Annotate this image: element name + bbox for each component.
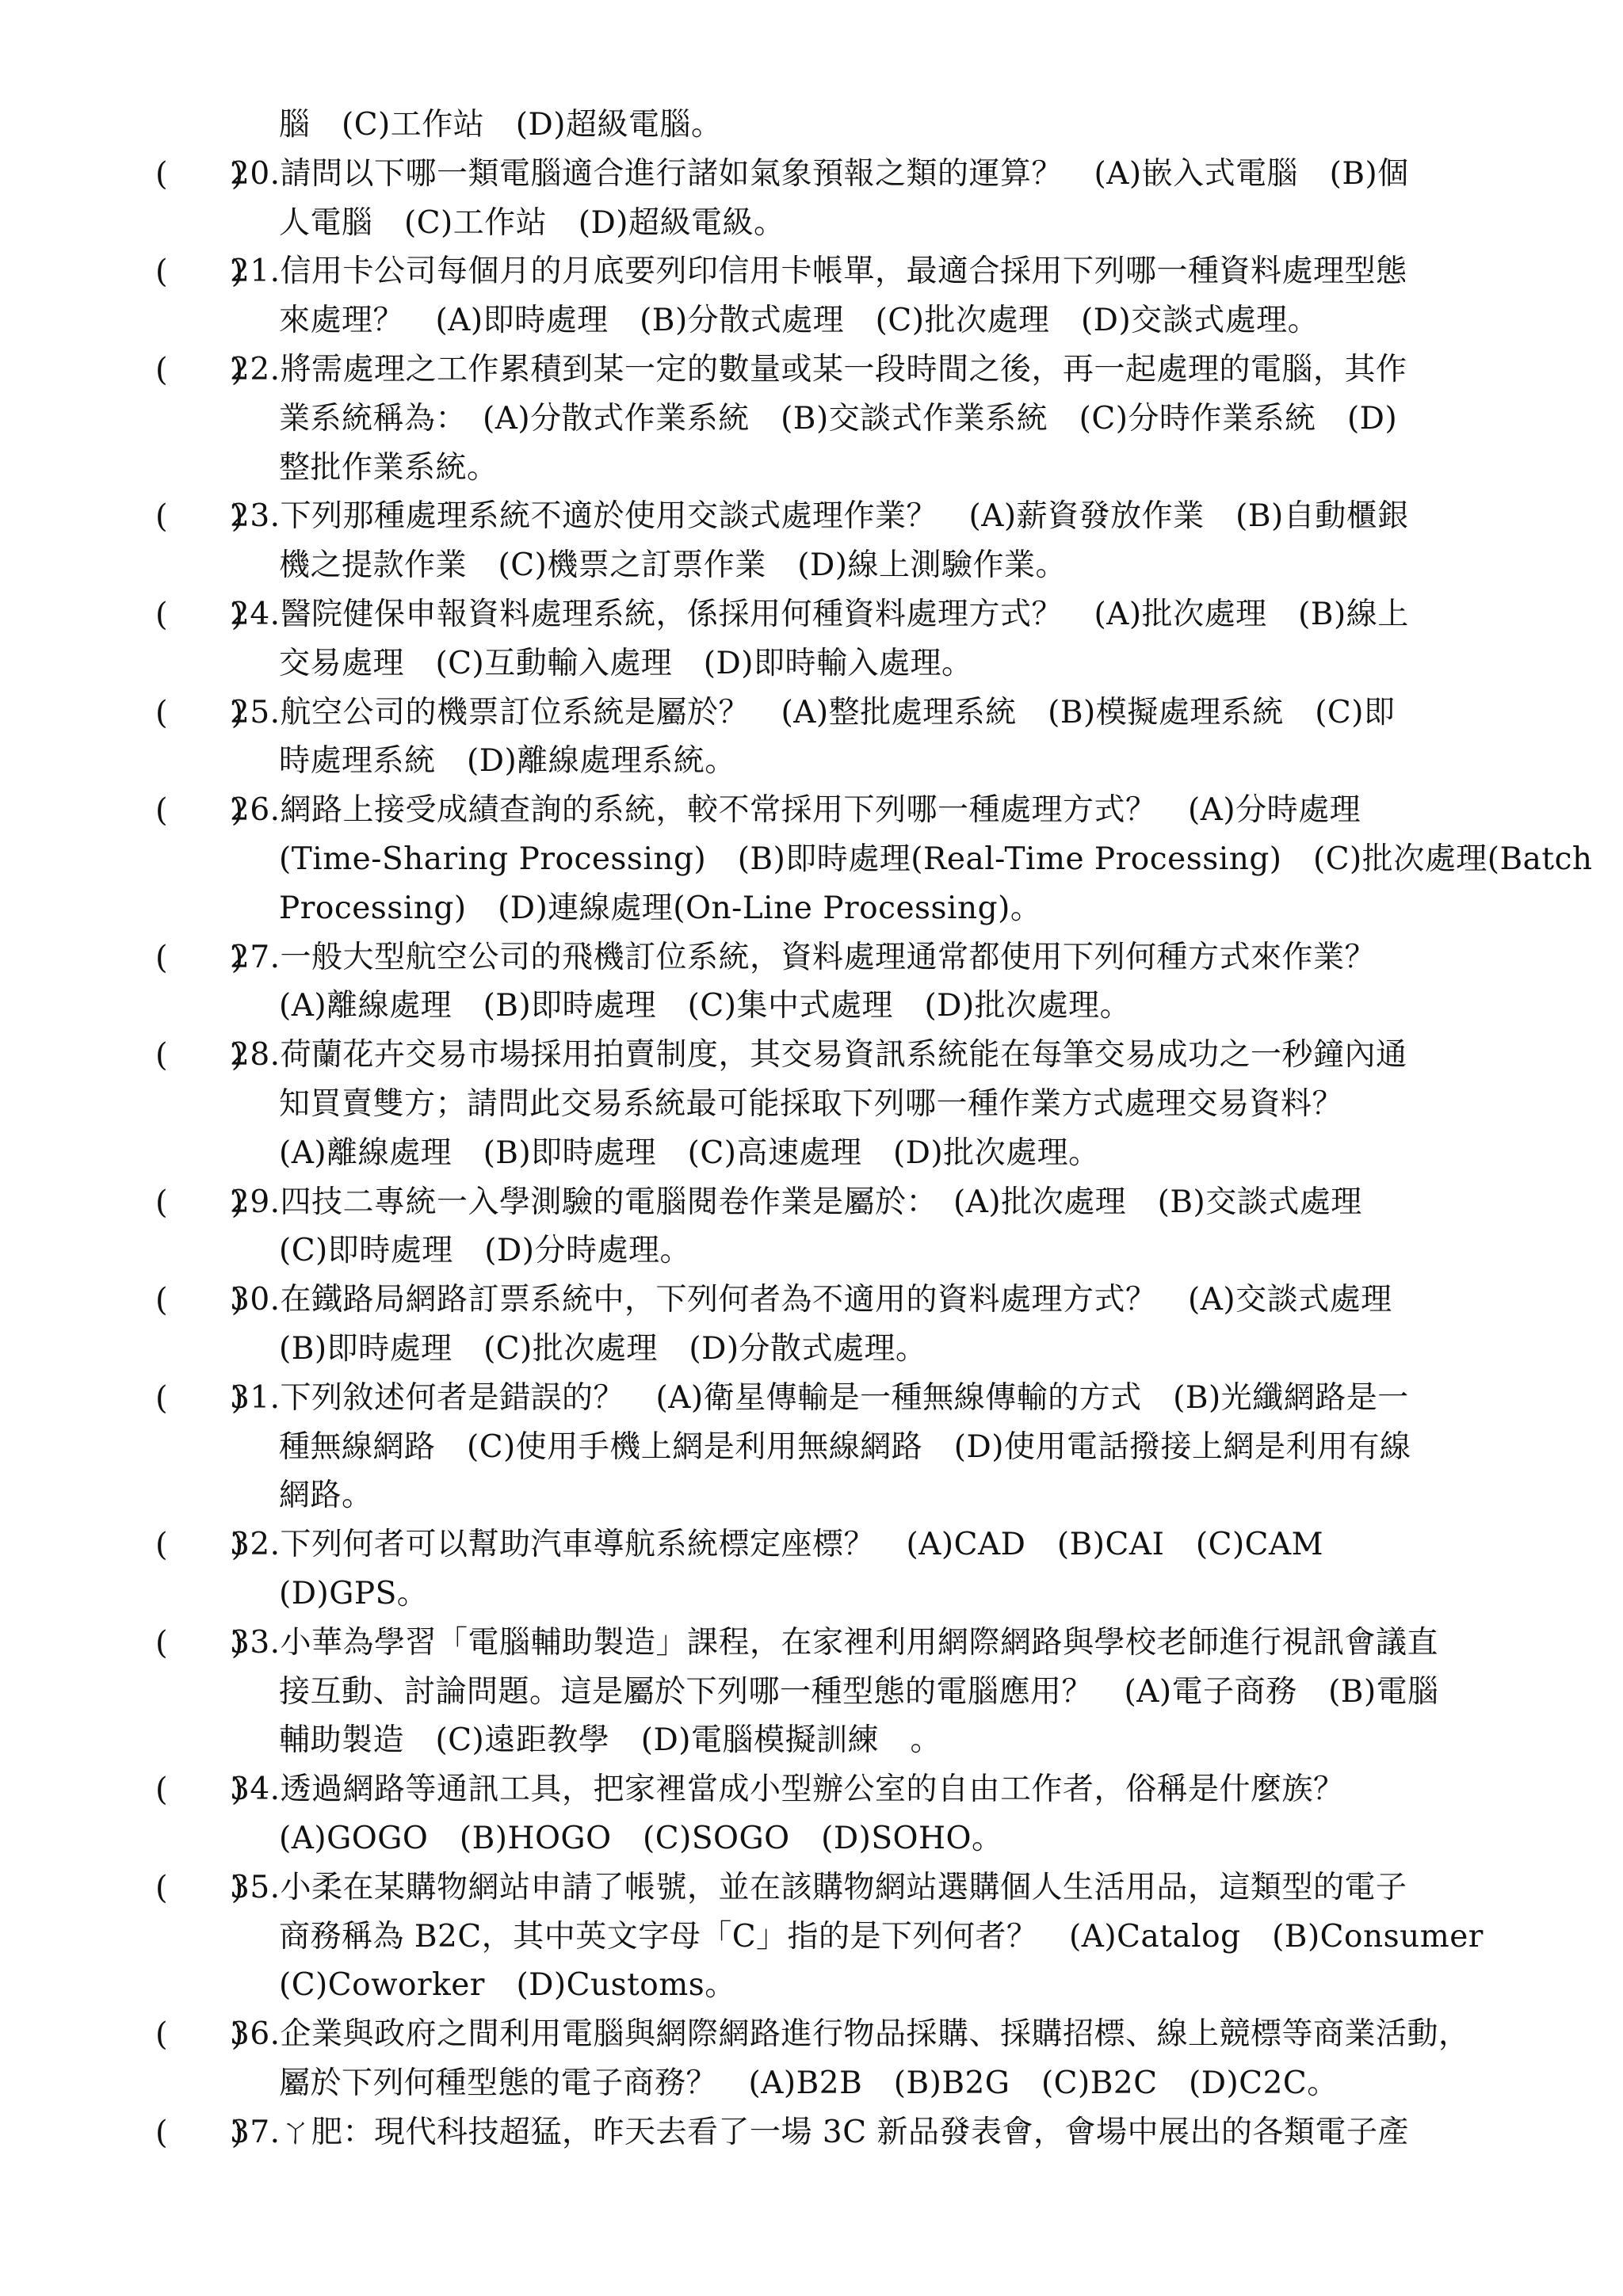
question-text: 33.小華為學習「電腦輔助製造」課程，在家裡利用網際網路與學校老師進行視訊會議直 bbox=[230, 1625, 1439, 1661]
question-continuation: (A)離線處理 (B)即時處理 (C)高速處理 (D)批次處理。 bbox=[279, 1135, 1100, 1171]
question-line bbox=[0, 2010, 1623, 2059]
question-continuation: (D)GPS。 bbox=[279, 1576, 429, 1611]
question-text: 36.企業與政府之間利用電腦與網際網路進行物品採購、採購招標、線上競標等商業活動， bbox=[230, 2016, 1470, 2052]
question-line bbox=[0, 884, 1623, 933]
question-line bbox=[0, 296, 1623, 345]
answer-blank: ( ) bbox=[155, 940, 244, 976]
question-line bbox=[0, 492, 1623, 541]
question-line bbox=[0, 345, 1623, 395]
question-continuation: 輔助製造 (C)遠距教學 (D)電腦模擬訓練 。 bbox=[279, 1722, 941, 1758]
question-line bbox=[0, 2059, 1623, 2108]
question-continuation: 屬於下列何種型態的電子商務？ (A)B2B (B)B2G (C)B2C (D)C2C。 bbox=[279, 2065, 1338, 2101]
question-continuation: 腦 (C)工作站 (D)超級電腦。 bbox=[279, 107, 723, 143]
question-continuation: 種無線網路 (C)使用手機上網是利用無線網路 (D)使用電話撥接上網是利用有線 bbox=[279, 1429, 1411, 1465]
question-line bbox=[0, 1178, 1623, 1227]
answer-blank: ( ) bbox=[155, 1380, 244, 1417]
question-line bbox=[0, 247, 1623, 296]
question-line bbox=[0, 1423, 1623, 1472]
question-line bbox=[0, 1913, 1623, 1962]
question-continuation: 商務稱為 B2C，其中英文字母「C」指的是下列何者？ (A)Catalog (B)Consumer bbox=[279, 1919, 1484, 1955]
question-continuation: (C)Coworker (D)Customs。 bbox=[279, 1967, 736, 2003]
question-text: 28.荷蘭花卉交易市場採用拍賣制度，其交易資訊系統能在每筆交易成功之一秒鐘內通 bbox=[230, 1037, 1407, 1073]
question-line bbox=[0, 101, 1623, 150]
question-line bbox=[0, 1129, 1623, 1178]
question-text: 37.ㄚ肥：現代科技超猛，昨天去看了一場 3C 新品發表會，會場中展出的各類電子產 bbox=[230, 2115, 1409, 2150]
question-text: 20.請問以下哪一類電腦適合進行諸如氣象預報之類的運算？ (A)嵌入式電腦 (B)個 bbox=[230, 156, 1409, 192]
question-line bbox=[0, 1961, 1623, 2010]
question-line bbox=[0, 982, 1623, 1031]
question-continuation: 交易處理 (C)互動輸入處理 (D)即時輸入處理。 bbox=[279, 646, 973, 681]
question-line bbox=[0, 1080, 1623, 1129]
question-line bbox=[0, 1031, 1623, 1080]
question-line bbox=[0, 199, 1623, 248]
question-continuation: Processing) (D)連線處理(On-Line Processing)。 bbox=[279, 891, 1042, 926]
question-text: 26.網路上接受成績查詢的系統，較不常採用下列哪一種處理方式？ (A)分時處理 bbox=[230, 792, 1361, 828]
question-text: 27.一般大型航空公司的飛機訂位系統，資料處理通常都使用下列何種方式來作業？ bbox=[230, 940, 1377, 975]
answer-blank: ( ) bbox=[155, 254, 244, 290]
question-line bbox=[0, 1569, 1623, 1619]
question-line bbox=[0, 1374, 1623, 1423]
answer-blank: ( ) bbox=[155, 1772, 244, 1808]
question-continuation: 來處理？ (A)即時處理 (B)分散式處理 (C)批次處理 (D)交談式處理。 bbox=[279, 303, 1319, 338]
question-line bbox=[0, 1619, 1623, 1668]
question-line bbox=[0, 786, 1623, 835]
question-line bbox=[0, 1668, 1623, 1717]
answer-blank: ( ) bbox=[155, 156, 244, 193]
question-line bbox=[0, 835, 1623, 884]
question-continuation: (B)即時處理 (C)批次處理 (D)分散式處理。 bbox=[279, 1331, 927, 1367]
question-line bbox=[0, 1325, 1623, 1374]
question-line bbox=[0, 639, 1623, 688]
question-line bbox=[0, 737, 1623, 786]
question-line bbox=[0, 1765, 1623, 1814]
question-continuation: (Time-Sharing Processing) (B)即時處理(Real-Time Processing) (C)批次處理(Batch bbox=[279, 841, 1593, 877]
question-line bbox=[0, 688, 1623, 738]
question-continuation: 整批作業系統。 bbox=[279, 450, 498, 486]
question-continuation: (A)離線處理 (B)即時處理 (C)集中式處理 (D)批次處理。 bbox=[279, 988, 1132, 1024]
answer-blank: ( ) bbox=[155, 2115, 244, 2151]
question-line bbox=[0, 444, 1623, 493]
question-line bbox=[0, 1716, 1623, 1765]
answer-blank: ( ) bbox=[155, 597, 244, 633]
question-line bbox=[0, 395, 1623, 444]
question-text: 31.下列敘述何者是錯誤的？ (A)衛星傳輸是一種無線傳輸的方式 (B)光纖網路是一 bbox=[230, 1380, 1409, 1416]
question-text: 25.航空公司的機票訂位系統是屬於？ (A)整批處理系統 (B)模擬處理系統 (C)即 bbox=[230, 695, 1396, 730]
question-line bbox=[0, 1471, 1623, 1520]
question-continuation: 時處理系統 (D)離線處理系統。 bbox=[279, 743, 736, 779]
question-text: 22.將需處理之工作累積到某一定的數量或某一段時間之後，再一起處理的電腦，其作 bbox=[230, 352, 1407, 387]
question-text: 30.在鐵路局網路訂票系統中，下列何者為不適用的資料處理方式？ (A)交談式處理 bbox=[230, 1282, 1392, 1318]
question-continuation: (A)GOGO (B)HOGO (C)SOGO (D)SOHO。 bbox=[279, 1821, 1003, 1856]
question-line bbox=[0, 1814, 1623, 1863]
answer-blank: ( ) bbox=[155, 695, 244, 731]
answer-blank: ( ) bbox=[155, 1037, 244, 1074]
answer-blank: ( ) bbox=[155, 498, 244, 535]
answer-blank: ( ) bbox=[155, 352, 244, 388]
question-text: 29.四技二專統一入學測驗的電腦閱卷作業是屬於： (A)批次處理 (B)交談式處理 bbox=[230, 1184, 1362, 1220]
question-text: 34.透過網路等通訊工具，把家裡當成小型辦公室的自由工作者，俗稱是什麼族？ bbox=[230, 1772, 1345, 1807]
question-continuation: 網路。 bbox=[279, 1478, 373, 1513]
question-continuation: 知買賣雙方；請問此交易系統最可能採取下列哪一種作業方式處理交易資料？ bbox=[279, 1086, 1344, 1122]
question-line bbox=[0, 933, 1623, 982]
question-continuation: (C)即時處理 (D)分時處理。 bbox=[279, 1233, 691, 1268]
question-line bbox=[0, 1226, 1623, 1276]
question-line bbox=[0, 590, 1623, 639]
question-line bbox=[0, 150, 1623, 199]
answer-blank: ( ) bbox=[155, 792, 244, 829]
question-line bbox=[0, 1520, 1623, 1569]
answer-blank: ( ) bbox=[155, 1870, 244, 1906]
question-line bbox=[0, 1276, 1623, 1325]
question-line bbox=[0, 2108, 1623, 2157]
answer-blank: ( ) bbox=[155, 1527, 244, 1563]
question-continuation: 人電腦 (C)工作站 (D)超級電級。 bbox=[279, 205, 785, 241]
question-text: 24.醫院健保申報資料處理系統，係採用何種資料處理方式？ (A)批次處理 (B)線上 bbox=[230, 597, 1409, 632]
answer-blank: ( ) bbox=[155, 1282, 244, 1318]
answer-blank: ( ) bbox=[155, 2016, 244, 2053]
question-continuation: 業系統稱為： (A)分散式作業系統 (B)交談式作業系統 (C)分時作業系統 (D) bbox=[279, 401, 1398, 437]
answer-blank: ( ) bbox=[155, 1184, 244, 1221]
question-text: 23.下列那種處理系統不適於使用交談式處理作業？ (A)薪資發放作業 (B)自動櫃銀 bbox=[230, 498, 1409, 534]
question-continuation: 接互動、討論問題。這是屬於下列哪一種型態的電腦應用？ (A)電子商務 (B)電腦 bbox=[279, 1674, 1439, 1710]
question-line bbox=[0, 1863, 1623, 1913]
question-text: 35.小柔在某購物網站申請了帳號，並在該購物網站選購個人生活用品，這類型的電子 bbox=[230, 1870, 1407, 1905]
question-line bbox=[0, 541, 1623, 590]
question-text: 32.下列何者可以幫助汽車導航系統標定座標？ (A)CAD (B)CAI (C)CAM bbox=[230, 1527, 1324, 1562]
answer-blank: ( ) bbox=[155, 1625, 244, 1661]
question-text: 21.信用卡公司每個月的月底要列印信用卡帳單，最適合採用下列哪一種資料處理型態 bbox=[230, 254, 1407, 289]
question-continuation: 機之提款作業 (C)機票之訂票作業 (D)線上測驗作業。 bbox=[279, 547, 1067, 583]
